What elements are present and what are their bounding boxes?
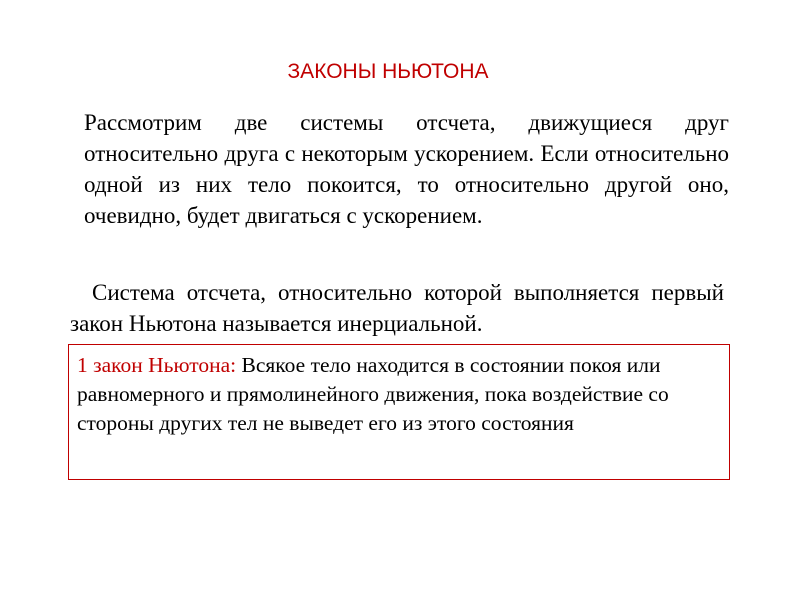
newton-first-law-box (68, 344, 730, 480)
law-text: Всякое тело находится в состоянии покоя или равномерного и прямолинейного движения, пока воздействие со стороны других тел не выведет его из этого состояния (77, 353, 669, 435)
definition-paragraph: Система отсчета, относительно которой выполняется первый закон Ньютона называется инерциальной. (70, 280, 724, 336)
intro-paragraph: Рассмотрим две системы отсчета, движущиеся друг относительно друга с некоторым ускорением. Если относительно одной из них тело покоится, то относительно другой оно, очевидно, будет двигаться с ускорением. (84, 110, 729, 228)
slide-title: ЗАКОНЫ НЬЮТОНА (287, 60, 489, 83)
law-label: 1 закон Ньютона: (77, 353, 237, 377)
law-statement (77, 351, 721, 438)
